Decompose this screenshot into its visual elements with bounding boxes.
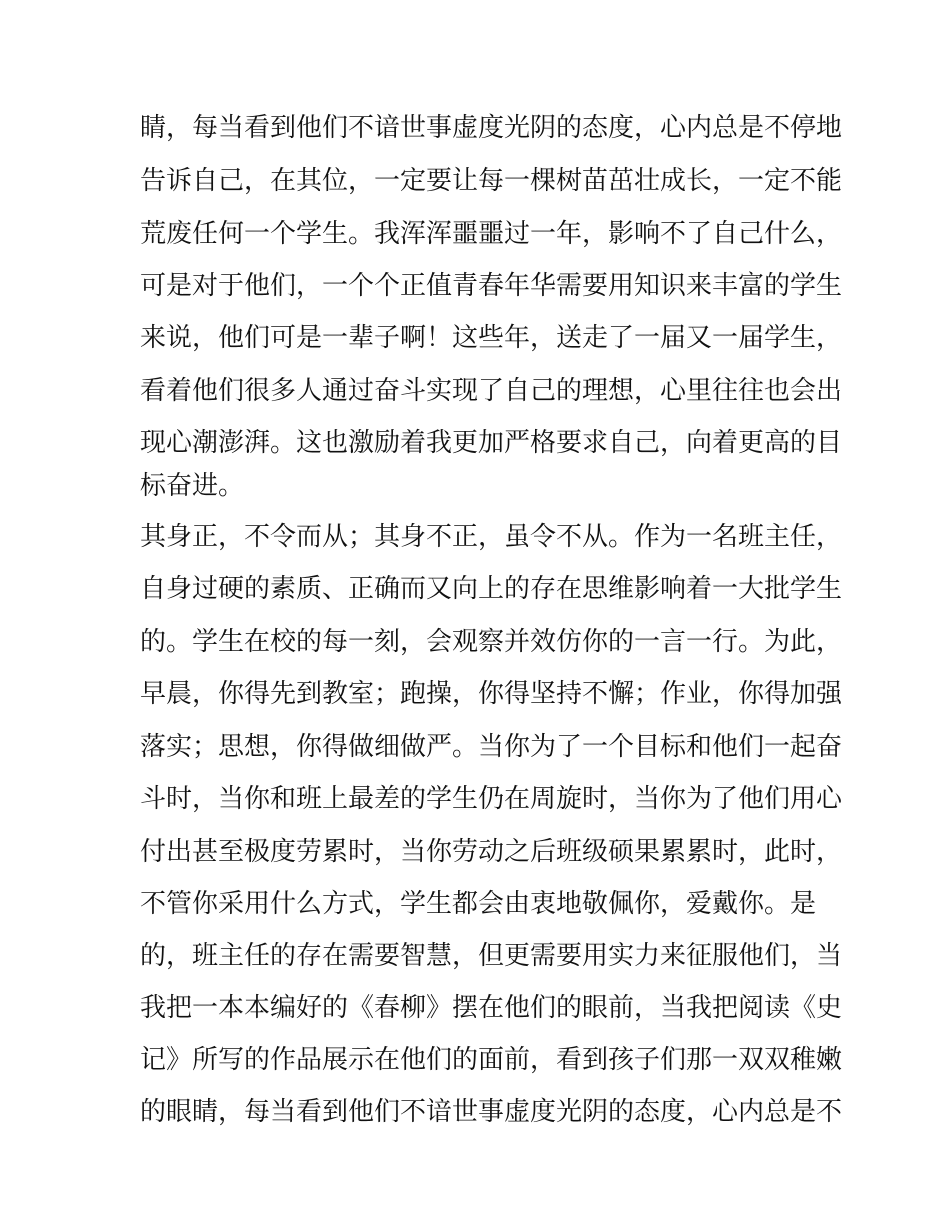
text-line: 来说，他们可是一辈子啊！这些年，送走了一届又一届学生， (140, 323, 843, 353)
text-line: 现心潮澎湃。这也激励着我更加严格要求自己，向着更高的目 (140, 428, 843, 458)
text-line: 可是对于他们，一个个正值青春年华需要用知识来丰富的学生 (140, 271, 843, 301)
text-line: 斗时，当你和班上最差的学生仍在周旋时，当你为了他们用心 (140, 784, 843, 814)
text-line: 的眼睛，每当看到他们不谙世事虚度光阴的态度，心内总是不 (140, 1097, 843, 1127)
text-line: 睛，每当看到他们不谙世事虚度光阴的态度，心内总是不停地 (140, 113, 843, 143)
text-line: 的。学生在校的每一刻，会观察并效仿你的一言一行。为此， (140, 627, 843, 657)
text-line: 落实；思想，你得做细做严。当你为了一个目标和他们一起奋 (140, 732, 843, 762)
text-line: 记》所写的作品展示在他们的面前，看到孩子们那一双双稚嫩 (140, 1045, 843, 1075)
text-line: 告诉自己，在其位，一定要让每一棵树苗茁壮成长，一定不能 (140, 166, 843, 196)
text-line: 付出甚至极度劳累时，当你劳动之后班级硕果累累时，此时， (140, 837, 843, 867)
text-line: 的，班主任的存在需要智慧，但更需要用实力来征服他们，当 (140, 941, 843, 971)
text-line: 标奋进。 (140, 471, 245, 501)
text-line: 自身过硬的素质、正确而又向上的存在思维影响着一大批学生 (140, 574, 843, 604)
text-line: 看着他们很多人通过奋斗实现了自己的理想，心里往往也会出 (140, 376, 843, 406)
text-line: 早晨，你得先到教室；跑操，你得坚持不懈；作业，你得加强 (140, 679, 843, 709)
text-line: 其身正，不令而从；其身不正，虽令不从。作为一名班主任， (140, 522, 843, 552)
text-line: 我把一本本编好的《春柳》摆在他们的眼前，当我把阅读《史 (140, 993, 843, 1023)
text-line: 荒废任何一个学生。我浑浑噩噩过一年，影响不了自己什么， (140, 219, 843, 249)
text-line: 不管你采用什么方式，学生都会由衷地敬佩你，爱戴你。是 (140, 889, 817, 919)
